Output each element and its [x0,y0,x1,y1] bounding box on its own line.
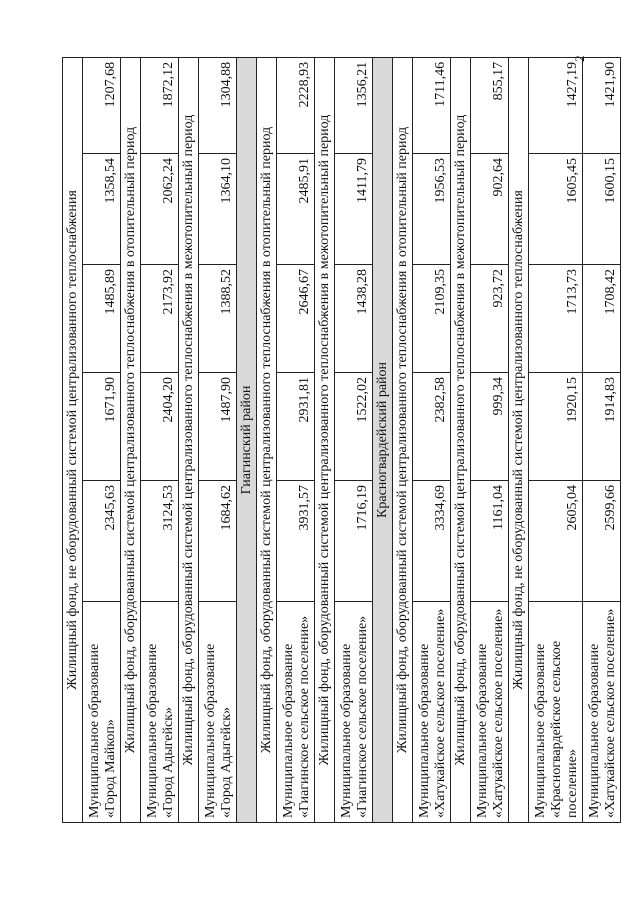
section-header: Жилищный фонд, оборудованный системой централизованного теплоснабжения в отопительный период [393,57,413,822]
value-cell: 3124,53 [141,481,179,602]
value-cell: 1920,15 [529,373,583,481]
value-cell: 2931,81 [277,373,315,481]
section-header-row [257,57,277,822]
value-cell: 2173,92 [141,265,179,373]
value-cell: 1605,45 [529,154,583,265]
municipality-name: Муниципальное образование «Хатукайское сельское поселение» [413,602,451,823]
value-cell: 1711,46 [413,57,451,153]
value-cell: 1356,21 [335,57,373,153]
section-header-row [315,57,335,822]
value-cell: 2485,91 [277,154,315,265]
value-cell: 2228,93 [277,57,315,153]
section-header-row [393,57,413,822]
data-row [471,57,509,822]
page-number: 2 [572,55,587,62]
municipality-name: Муниципальное образование «Хатукайское сельское поселение» [583,602,621,823]
section-header: Жилищный фонд, оборудованный системой централизованного теплоснабжения в межотопительный период [451,57,471,822]
municipality-name: Муниципальное образование «Город Адыгейск» [141,602,179,823]
value-cell: 2599,66 [583,481,621,602]
value-cell: 1388,52 [199,265,237,373]
value-cell: 2404,20 [141,373,179,481]
district-header-row [373,57,393,822]
value-cell: 3334,69 [413,481,451,602]
value-cell: 923,72 [471,265,509,373]
value-cell: 902,64 [471,154,509,265]
value-cell: 3931,57 [277,481,315,602]
value-cell: 1956,53 [413,154,451,265]
value-cell: 1207,68 [83,57,121,153]
section-header-row [121,57,141,822]
data-row [199,57,237,822]
section-header: Жилищный фонд, оборудованный системой централизованного теплоснабжения в межотопительный период [179,57,199,822]
municipality-name: Муниципальное образование «Город Майкоп» [83,602,121,823]
table-body [63,57,621,822]
value-cell: 1708,42 [583,265,621,373]
value-cell: 1671,90 [83,373,121,481]
value-cell: 999,34 [471,373,509,481]
value-cell: 1411,79 [335,154,373,265]
section-header-row [509,57,529,822]
value-cell: 1427,19 [529,57,583,153]
section-header-row [451,57,471,822]
municipality-name: Муниципальное образование «Город Адыгейск» [199,602,237,823]
section-header: Жилищный фонд, оборудованный системой централизованного теплоснабжения в отопительный период [121,57,141,822]
section-header: Жилищный фонд, не оборудованный системой централизованного теплоснабжения [509,57,529,822]
data-row [141,57,179,822]
district-header: Красногвардейский район [373,57,393,822]
value-cell: 2605,04 [529,481,583,602]
value-cell: 1914,83 [583,373,621,481]
value-cell: 2646,67 [277,265,315,373]
section-header: Жилищный фонд, оборудованный системой централизованного теплоснабжения в межотопительный период [315,57,335,822]
value-cell: 1161,04 [471,481,509,602]
municipality-name: Муниципальное образование «Красногвардейское сельское поселение» [529,602,583,823]
section-header: Жилищный фонд, не оборудованный системой централизованного теплоснабжения [63,57,83,822]
value-cell: 2382,58 [413,373,451,481]
data-row [277,57,315,822]
rotated-table-container [62,55,618,823]
value-cell: 1716,19 [335,481,373,602]
value-cell: 1522,02 [335,373,373,481]
data-row [583,57,621,822]
value-cell: 1421,90 [583,57,621,153]
value-cell: 2062,24 [141,154,179,265]
value-cell: 2109,35 [413,265,451,373]
section-header: Жилищный фонд, оборудованный системой централизованного теплоснабжения в отопительный период [257,57,277,822]
value-cell: 855,17 [471,57,509,153]
value-cell: 1485,89 [83,265,121,373]
data-row [413,57,451,822]
value-cell: 1438,28 [335,265,373,373]
value-cell: 1487,90 [199,373,237,481]
district-header-row [237,57,257,822]
value-cell: 1872,12 [141,57,179,153]
tariff-table [62,57,621,823]
value-cell: 1364,10 [199,154,237,265]
value-cell: 1600,15 [583,154,621,265]
value-cell: 1713,73 [529,265,583,373]
data-row [83,57,121,822]
section-header-row [63,57,83,822]
value-cell: 1358,54 [83,154,121,265]
municipality-name: Муниципальное образование «Хатукайское сельское поселение» [471,602,509,823]
value-cell: 1304,88 [199,57,237,153]
municipality-name: Муниципальное образование «Гиагинское сельское поселение» [335,602,373,823]
data-row [529,57,583,822]
municipality-name: Муниципальное образование «Гиагинское сельское поселение» [277,602,315,823]
district-header: Гиагинский район [237,57,257,822]
section-header-row [179,57,199,822]
value-cell: 2345,63 [83,481,121,602]
value-cell: 1684,62 [199,481,237,602]
data-row [335,57,373,822]
